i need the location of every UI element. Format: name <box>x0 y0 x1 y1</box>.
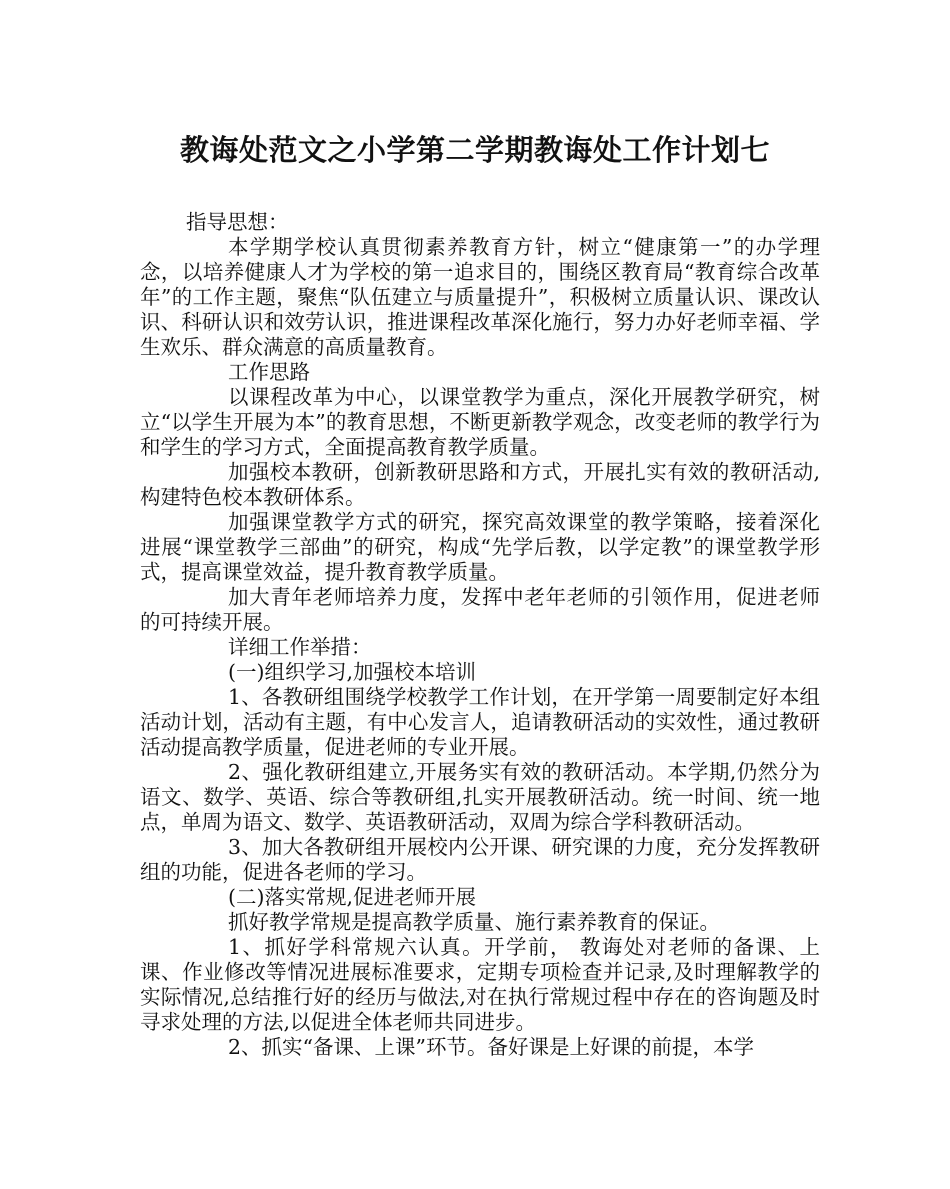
heading-detailed-measures: 详细工作举措： <box>228 635 372 659</box>
subheading-implement-routine: (二)落实常规,促进老师开展 <box>228 885 477 909</box>
list-item-1: 1、各教研组围绕学校教学工作计划，在开学第一周要制定好本组活动计划，活动有主题，有中心发言人，追请教研活动的实效性，通过教研活动提高教学质量，促进老师的专业开展。 <box>140 685 820 759</box>
paragraph-young-teachers: 加大青年老师培养力度，发挥中老年老师的引领作用，促进老师的可持续开展。 <box>140 585 820 634</box>
paragraph-routine-intro: 抓好教学常规是提高教学质量、施行素养教育的保证。 <box>228 910 720 934</box>
document-title: 教诲处范文之小学第二学期教诲处工作计划七 <box>179 133 770 167</box>
list-item-routine-1: 1、抓好学科常规六认真。开学前， 教诲处对老师的备课、上课、作业修改等情况进展标准要求，定期专项检查并记录,及时理解教学的实际情况,总结推行好的经历与做法,对在执行常规过程中存在的咨询题及时寻求处理的方法,以促进全体老师共同进步。 <box>140 935 820 1034</box>
paragraph-work-approach: 以课程改革为中心，以课堂教学为重点，深化开展教学研究，树立“以学生开展为本”的教育思想，不断更新教学观念，改变老师的教学行为和学生的学习方式，全面提高教育教学质量。 <box>140 385 820 459</box>
document-body <box>140 210 820 1060</box>
paragraph-school-research: 加强校本教研，创新教研思路和方式，开展扎实有效的教研活动,构建特色校本教研体系。 <box>140 460 820 509</box>
list-item-2: 2、强化教研组建立,开展务实有效的教研活动。本学期,仍然分为语文、数学、英语、综合等教研组,扎实开展教研活动。统一时间、统一地点，单周为语文、数学、英语教研活动，双周为综合学科教研活动。 <box>140 760 820 834</box>
subheading-organize-learning: (一)组织学习,加强校本培训 <box>228 660 477 684</box>
paragraph-classroom-teaching: 加强课堂教学方式的研究，探究高效课堂的教学策略，接着深化进展“课堂教学三部曲”的研究，构成“先学后教，以学定教”的课堂教学形式，提高课堂效益，提升教育教学质量。 <box>140 510 820 584</box>
heading-work-approach: 工作思路 <box>228 360 310 384</box>
paragraph-guiding-thought: 本学期学校认真贯彻素养教育方针，树立“健康第一”的办学理念，以培养健康人才为学校的第一追求目的，围绕区教育局“教育综合改革年”的工作主题，聚焦“队伍建立与质量提升”，积极树立质量认识、课改认识、科研认识和效劳认识，推进课程改革深化施行，努力办好老师幸福、学生欢乐、群众满意的高质量教育。 <box>140 235 820 359</box>
heading-guiding-thought: 指导思想： <box>186 210 289 234</box>
list-item-3: 3、加大各教研组开展校内公开课、研究课的力度，充分发挥教研组的功能，促进各老师的学习。 <box>140 835 820 884</box>
list-item-routine-2: 2、抓实“备课、上课”环节。备好课是上好课的前提，本学 <box>228 1035 755 1059</box>
